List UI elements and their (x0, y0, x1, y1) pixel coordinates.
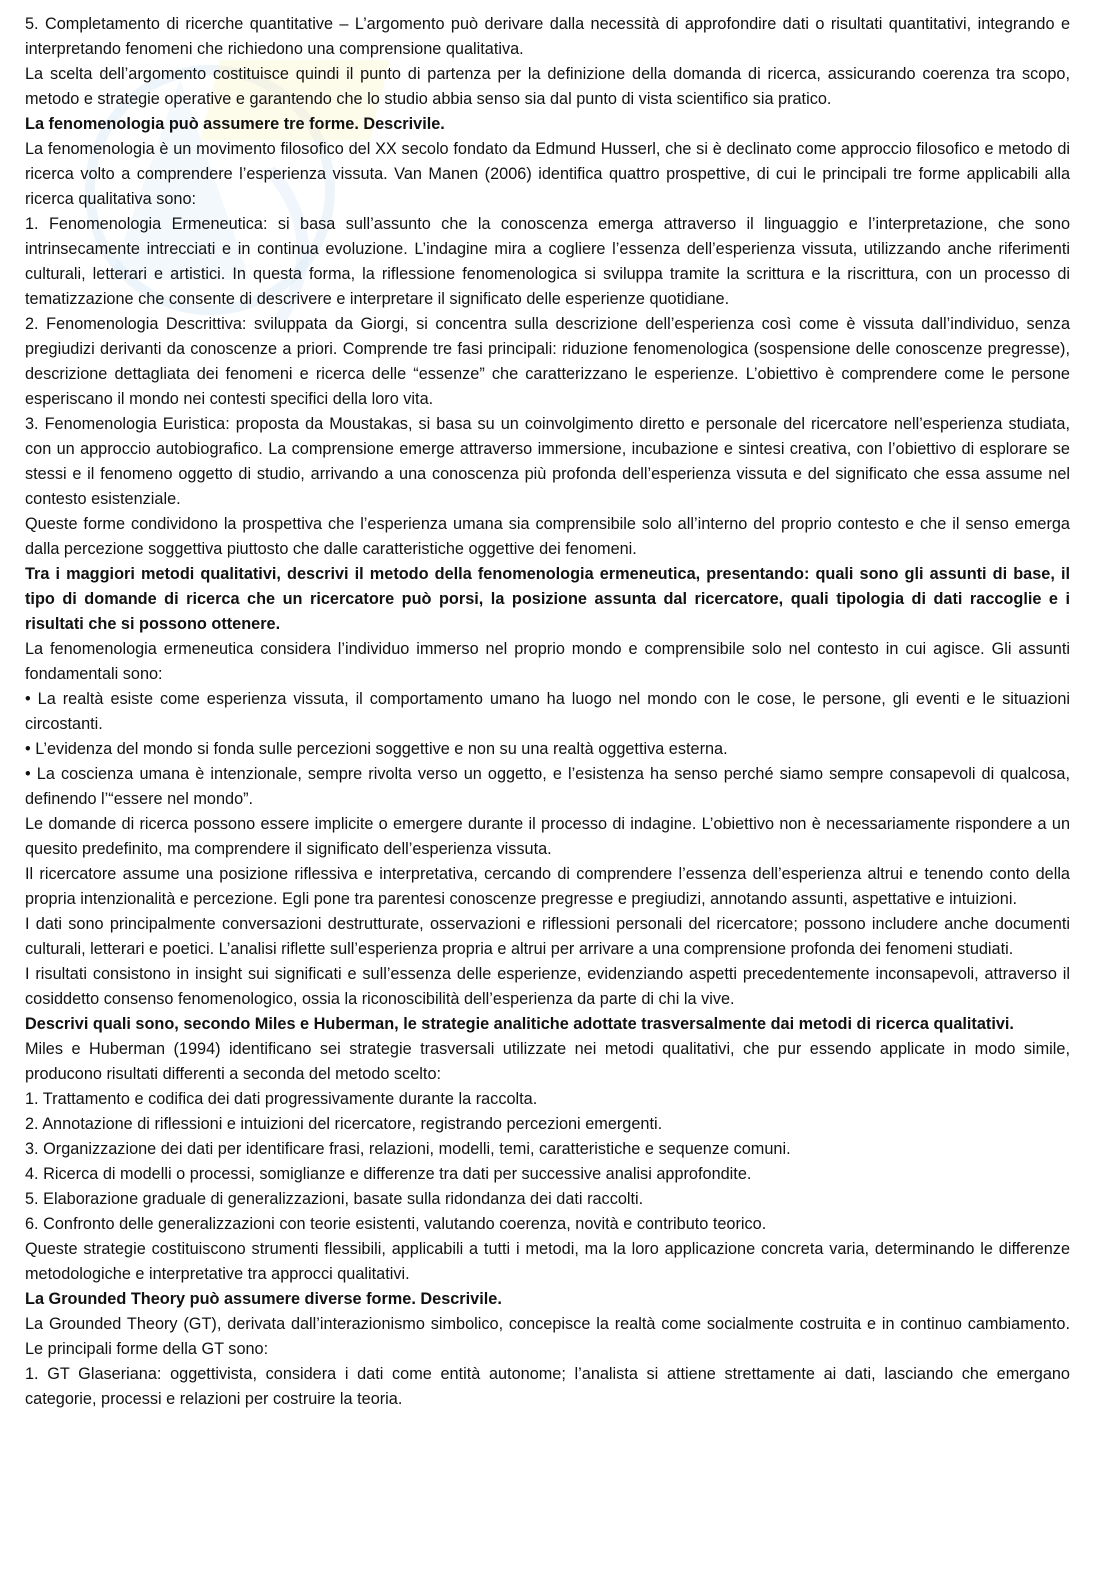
question-heading: Descrivi quali sono, secondo Miles e Huberman, le strategie analitiche adottate trasversalmente dai metodi di ricerca qualitativi. (25, 1015, 1014, 1033)
body-paragraph: 2. Annotazione di riflessioni e intuizioni del ricercatore, registrando percezioni emergenti. (25, 1115, 663, 1133)
question-heading: La Grounded Theory può assumere diverse forme. Descrivile. (25, 1290, 502, 1308)
body-paragraph: Il ricercatore assume una posizione riflessiva e interpretativa, cercando di comprendere l’essenza dell’esperienza altrui e tenendo conto della propria intenzionalità e percezione. Egli pone tra parentesi conoscenze pregresse e pregiudizi, annotando assunti, aspettative e intuizioni. (25, 865, 1070, 908)
body-paragraph: La fenomenologia ermeneutica considera l’individuo immerso nel proprio mondo e comprensibile solo nel contesto in cui agisce. Gli assunti fondamentali sono: (25, 640, 1070, 683)
document-page (25, 12, 1070, 1412)
body-paragraph: 1. Trattamento e codifica dei dati progressivamente durante la raccolta. (25, 1090, 538, 1108)
body-paragraph: Queste forme condividono la prospettiva che l’esperienza umana sia comprensibile solo all’interno del proprio contesto e che il senso emerga dalla percezione soggettiva piuttosto che dalle caratteristiche oggettive dei fenomeni. (25, 515, 1070, 558)
body-paragraph: I risultati consistono in insight sui significati e sull’essenza delle esperienze, evidenziando aspetti precedentemente inconsapevoli, attraverso il cosiddetto consenso fenomenologico, ossia la riconoscibilità dell’esperienza da parte di chi la vive. (25, 965, 1070, 1008)
body-paragraph: La scelta dell’argomento costituisce quindi il punto di partenza per la definizione della domanda di ricerca, assicurando coerenza tra scopo, metodo e strategie operative e garantendo che lo studio abbia senso sia dal punto di vista scientifico sia pratico. (25, 65, 1070, 108)
body-paragraph: 6. Confronto delle generalizzazioni con teorie esistenti, valutando coerenza, novità e contributo teorico. (25, 1215, 767, 1233)
body-paragraph: 4. Ricerca di modelli o processi, somiglianze e differenze tra dati per successive analisi approfondite. (25, 1165, 752, 1183)
question-heading: La fenomenologia può assumere tre forme. Descrivile. (25, 115, 445, 133)
body-paragraph: La Grounded Theory (GT), derivata dall’interazionismo simbolico, concepisce la realtà come socialmente costruita e in continuo cambiamento. Le principali forme della GT sono: (25, 1315, 1070, 1358)
body-paragraph: 3. Fenomenologia Euristica: proposta da Moustakas, si basa su un coinvolgimento diretto e personale del ricercatore nell’esperienza studiata, con un approccio autobiografico. La comprensione emerge attraverso immersione, incubazione e sintesi creativa, con l’obiettivo di esplorare se stessi e il fenomeno oggetto di studio, arrivando a una conoscenza più profonda dell’esperienza vissuta e del significato che essa assume nel contesto esistenziale. (25, 415, 1070, 508)
body-paragraph: • La realtà esiste come esperienza vissuta, il comportamento umano ha luogo nel mondo con le cose, le persone, gli eventi e le situazioni circostanti. (25, 690, 1070, 733)
body-paragraph: Le domande di ricerca possono essere implicite o emergere durante il processo di indagine. L’obiettivo non è necessariamente rispondere a un quesito predefinito, ma comprendere il significato dell’esperienza vissuta. (25, 815, 1070, 858)
question-heading: Tra i maggiori metodi qualitativi, descrivi il metodo della fenomenologia ermeneutica, presentando: quali sono gli assunti di base, il tipo di domande di ricerca che un ricercatore può porsi, la posizione assunta dal ricercatore, quali tipologia di dati raccoglie e i risultati che si possono ottenere. (25, 565, 1070, 633)
body-paragraph: La fenomenologia è un movimento filosofico del XX secolo fondato da Edmund Husserl, che si è declinato come approccio filosofico e metodo di ricerca volto a comprendere l’esperienza vissuta. Van Manen (2006) identifica quattro prospettive, di cui le principali tre forme applicabili alla ricerca qualitativa sono: (25, 140, 1070, 208)
body-paragraph: 5. Completamento di ricerche quantitative – L’argomento può derivare dalla necessità di approfondire dati o risultati quantitativi, integrando e interpretando fenomeni che richiedono una comprensione qualitativa. (25, 15, 1070, 58)
body-paragraph: 1. Fenomenologia Ermeneutica: si basa sull’assunto che la conoscenza emerga attraverso il linguaggio e l’interpretazione, che sono intrinsecamente intrecciati e in continua evoluzione. L’indagine mira a cogliere l’essenza dell’esperienza vissuta, utilizzando anche riferimenti culturali, letterari e artistici. In questa forma, la riflessione fenomenologica si sviluppa tramite la scrittura e la riscrittura, con un processo di tematizzazione che consente di descrivere e interpretare il significato delle esperienze quotidiane. (25, 215, 1070, 308)
body-paragraph: I dati sono principalmente conversazioni destrutturate, osservazioni e riflessioni personali del ricercatore; possono includere anche documenti culturali, letterari e poetici. L’analisi riflette sull’esperienza propria e altrui per arrivare a una comprensione profonda dei fenomeni studiati. (25, 915, 1070, 958)
body-paragraph: • La coscienza umana è intenzionale, sempre rivolta verso un oggetto, e l’esistenza ha senso perché siamo sempre consapevoli di qualcosa, definendo l’“essere nel mondo”. (25, 765, 1070, 808)
body-paragraph: Queste strategie costituiscono strumenti flessibili, applicabili a tutti i metodi, ma la loro applicazione concreta varia, determinando le differenze metodologiche e interpretative tra approcci qualitativi. (25, 1240, 1070, 1283)
body-paragraph: 2. Fenomenologia Descrittiva: sviluppata da Giorgi, si concentra sulla descrizione dell’esperienza così come è vissuta dall’individuo, senza pregiudizi derivanti da conoscenze a priori. Comprende tre fasi principali: riduzione fenomenologica (sospensione delle conoscenze pregresse), descrizione dettagliata dei fenomeni e ricerca delle “essenze” che caratterizzano le esperienze. L’obiettivo è comprendere come le persone esperiscano il mondo nei contesti specifici della loro vita. (25, 315, 1070, 408)
body-paragraph: 5. Elaborazione graduale di generalizzazioni, basate sulla ridondanza dei dati raccolti. (25, 1190, 644, 1208)
body-paragraph: 3. Organizzazione dei dati per identificare frasi, relazioni, modelli, temi, caratteristiche e sequenze comuni. (25, 1140, 791, 1158)
body-paragraph: Miles e Huberman (1994) identificano sei strategie trasversali utilizzate nei metodi qualitativi, che pur essendo applicate in modo simile, producono risultati differenti a seconda del metodo scelto: (25, 1040, 1070, 1083)
body-paragraph: 1. GT Glaseriana: oggettivista, considera i dati come entità autonome; l’analista si attiene strettamente ai dati, lasciando che emergano categorie, processi e relazioni per costruire la teoria. (25, 1365, 1070, 1408)
body-paragraph: • L’evidenza del mondo si fonda sulle percezioni soggettive e non su una realtà oggettiva esterna. (25, 740, 728, 758)
